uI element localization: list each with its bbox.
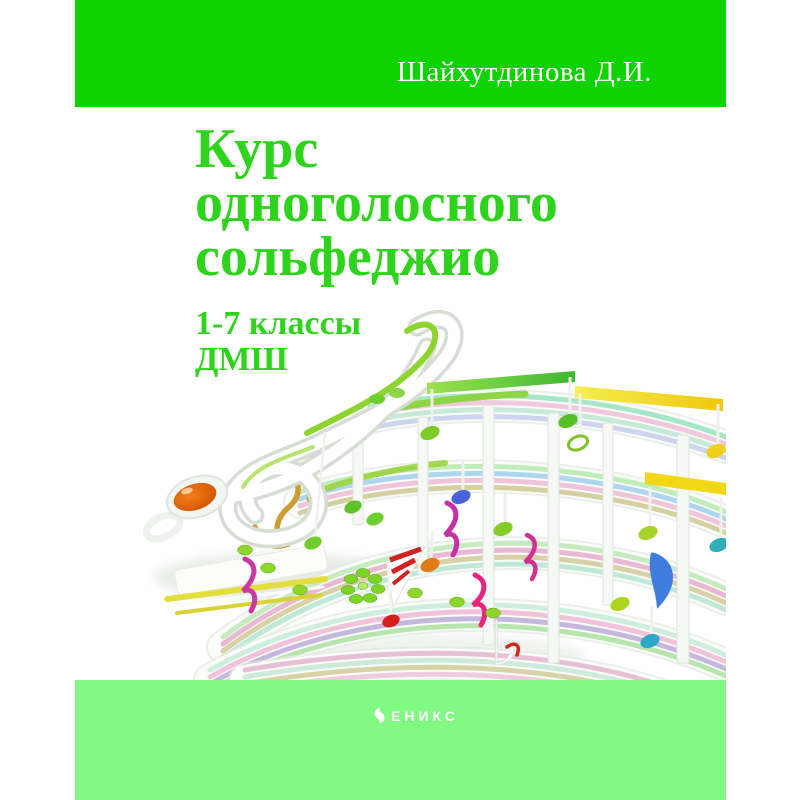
title-line: одноголосного bbox=[195, 172, 558, 234]
title-line: сольфеджио bbox=[195, 226, 501, 288]
svg-text:♭: ♭ bbox=[490, 607, 520, 680]
cover-header-band bbox=[75, 0, 726, 107]
publisher-logo bbox=[370, 706, 459, 725]
flat-symbol-icon bbox=[490, 607, 519, 680]
subtitle-line: ДМШ bbox=[195, 341, 288, 378]
book-cover bbox=[75, 0, 726, 800]
music-staves-illustration bbox=[75, 107, 726, 680]
publisher-name: ЕНИКС bbox=[391, 707, 459, 724]
title-line: Курс bbox=[195, 118, 319, 180]
cover-footer-band bbox=[75, 680, 726, 800]
subtitle-line: 1-7 классы bbox=[195, 305, 362, 342]
phoenix-icon bbox=[370, 706, 389, 725]
author-name: Шайхутдинова Д.И. bbox=[396, 56, 652, 88]
